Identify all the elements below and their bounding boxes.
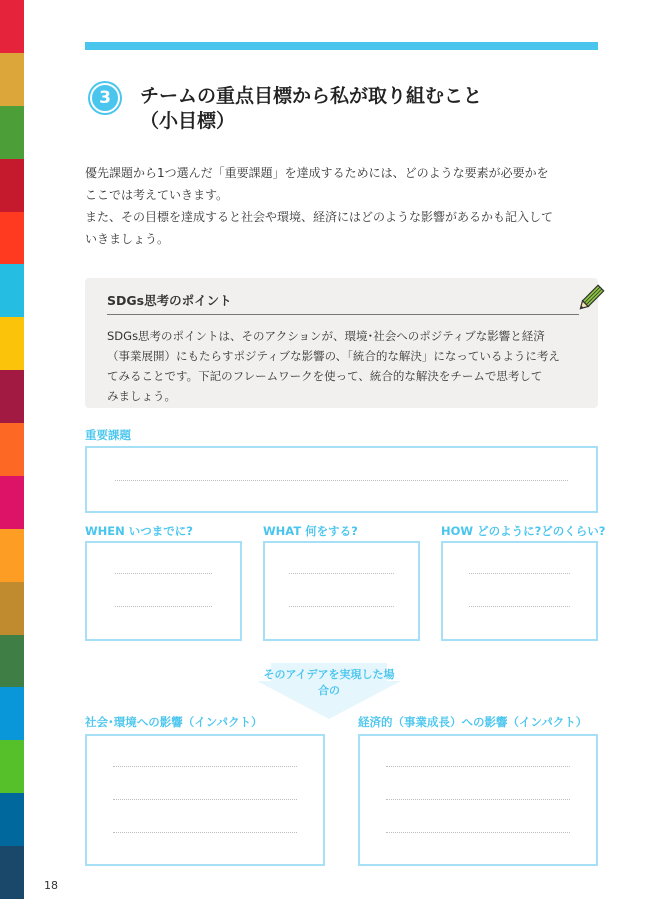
point-line: （事業展開）にもたらすポジティブな影響の、「統合的な解決」になっているように考え bbox=[107, 349, 560, 363]
sdg-color-block bbox=[0, 793, 24, 846]
sdg-color-block bbox=[0, 687, 24, 740]
point-box-title: SDGs思考のポイント bbox=[107, 293, 232, 308]
intro-line: 優先課題から1つ選んだ「重要課題」を達成するためには、どのような要素が必要かを bbox=[85, 166, 549, 180]
point-line: SDGs思考のポイントは、そのアクションが、環境･社会へのポジティブな影響と経済 bbox=[107, 329, 545, 343]
writing-line bbox=[386, 832, 570, 833]
intro-line: いきましょう。 bbox=[85, 232, 170, 246]
header-accent-bar bbox=[85, 42, 598, 50]
page-number: 18 bbox=[44, 879, 58, 892]
writing-line bbox=[386, 766, 570, 767]
sdg-color-block bbox=[0, 106, 24, 159]
point-line: みましょう。 bbox=[107, 389, 176, 403]
section-number-badge: 3 bbox=[90, 83, 120, 113]
sdg-color-block bbox=[0, 476, 24, 529]
sdg-color-block bbox=[0, 212, 24, 265]
sdg-color-block bbox=[0, 635, 24, 688]
social-impact-input[interactable] bbox=[85, 734, 325, 866]
page-title bbox=[140, 84, 590, 134]
point-box-text bbox=[107, 326, 587, 406]
writing-line bbox=[113, 766, 297, 767]
sdg-color-block bbox=[0, 740, 24, 793]
economic-impact-label: 経済的（事業成長）への影響（インパクト） bbox=[358, 715, 588, 729]
intro-line: ここでは考えていきます。 bbox=[85, 188, 229, 202]
sdg-color-block bbox=[0, 53, 24, 106]
social-impact-label: 社会･環境への影響（インパクト） bbox=[85, 715, 263, 729]
when-input[interactable] bbox=[85, 541, 242, 641]
point-line: てみることです。下記のフレームワークを使って、統合的な解決をチームで思考して bbox=[107, 369, 543, 383]
pencil-icon bbox=[575, 282, 607, 314]
intro-text bbox=[85, 162, 600, 250]
writing-line bbox=[115, 480, 568, 481]
sdg-color-block bbox=[0, 159, 24, 212]
writing-line bbox=[113, 832, 297, 833]
sdg-color-block bbox=[0, 370, 24, 423]
writing-line bbox=[113, 799, 297, 800]
how-label: HOW どのように?どのくらい? bbox=[441, 524, 606, 538]
writing-line bbox=[469, 573, 570, 574]
what-label: WHAT 何をする? bbox=[263, 524, 358, 538]
title-line-1: チームの重点目標から私が取り組むこと bbox=[140, 85, 483, 107]
writing-line bbox=[289, 573, 394, 574]
writing-line bbox=[289, 606, 394, 607]
writing-line bbox=[115, 573, 212, 574]
sdgs-point-box bbox=[85, 278, 598, 408]
how-input[interactable] bbox=[441, 541, 598, 641]
sdg-color-block bbox=[0, 0, 24, 53]
what-input[interactable] bbox=[263, 541, 420, 641]
sdg-color-block bbox=[0, 582, 24, 635]
writing-line bbox=[469, 606, 570, 607]
intro-line: また、その目標を達成すると社会や環境、経済にはどのような影響があるかも記入して bbox=[85, 210, 554, 224]
sdg-color-block bbox=[0, 264, 24, 317]
sdg-color-block bbox=[0, 423, 24, 476]
when-label: WHEN いつまでに? bbox=[85, 524, 193, 538]
writing-line bbox=[386, 799, 570, 800]
sdg-color-block bbox=[0, 846, 24, 899]
sdg-color-block bbox=[0, 317, 24, 370]
key-issue-label: 重要課題 bbox=[85, 428, 131, 442]
writing-line bbox=[115, 606, 212, 607]
economic-impact-input[interactable] bbox=[358, 734, 598, 866]
sdg-color-block bbox=[0, 529, 24, 582]
title-line-2: （小目標） bbox=[140, 110, 236, 132]
arrow-label: そのアイデアを実現した場合の bbox=[263, 668, 395, 697]
point-box-divider bbox=[107, 314, 579, 315]
key-issue-input[interactable] bbox=[85, 446, 598, 513]
sdg-color-strip bbox=[0, 0, 24, 899]
